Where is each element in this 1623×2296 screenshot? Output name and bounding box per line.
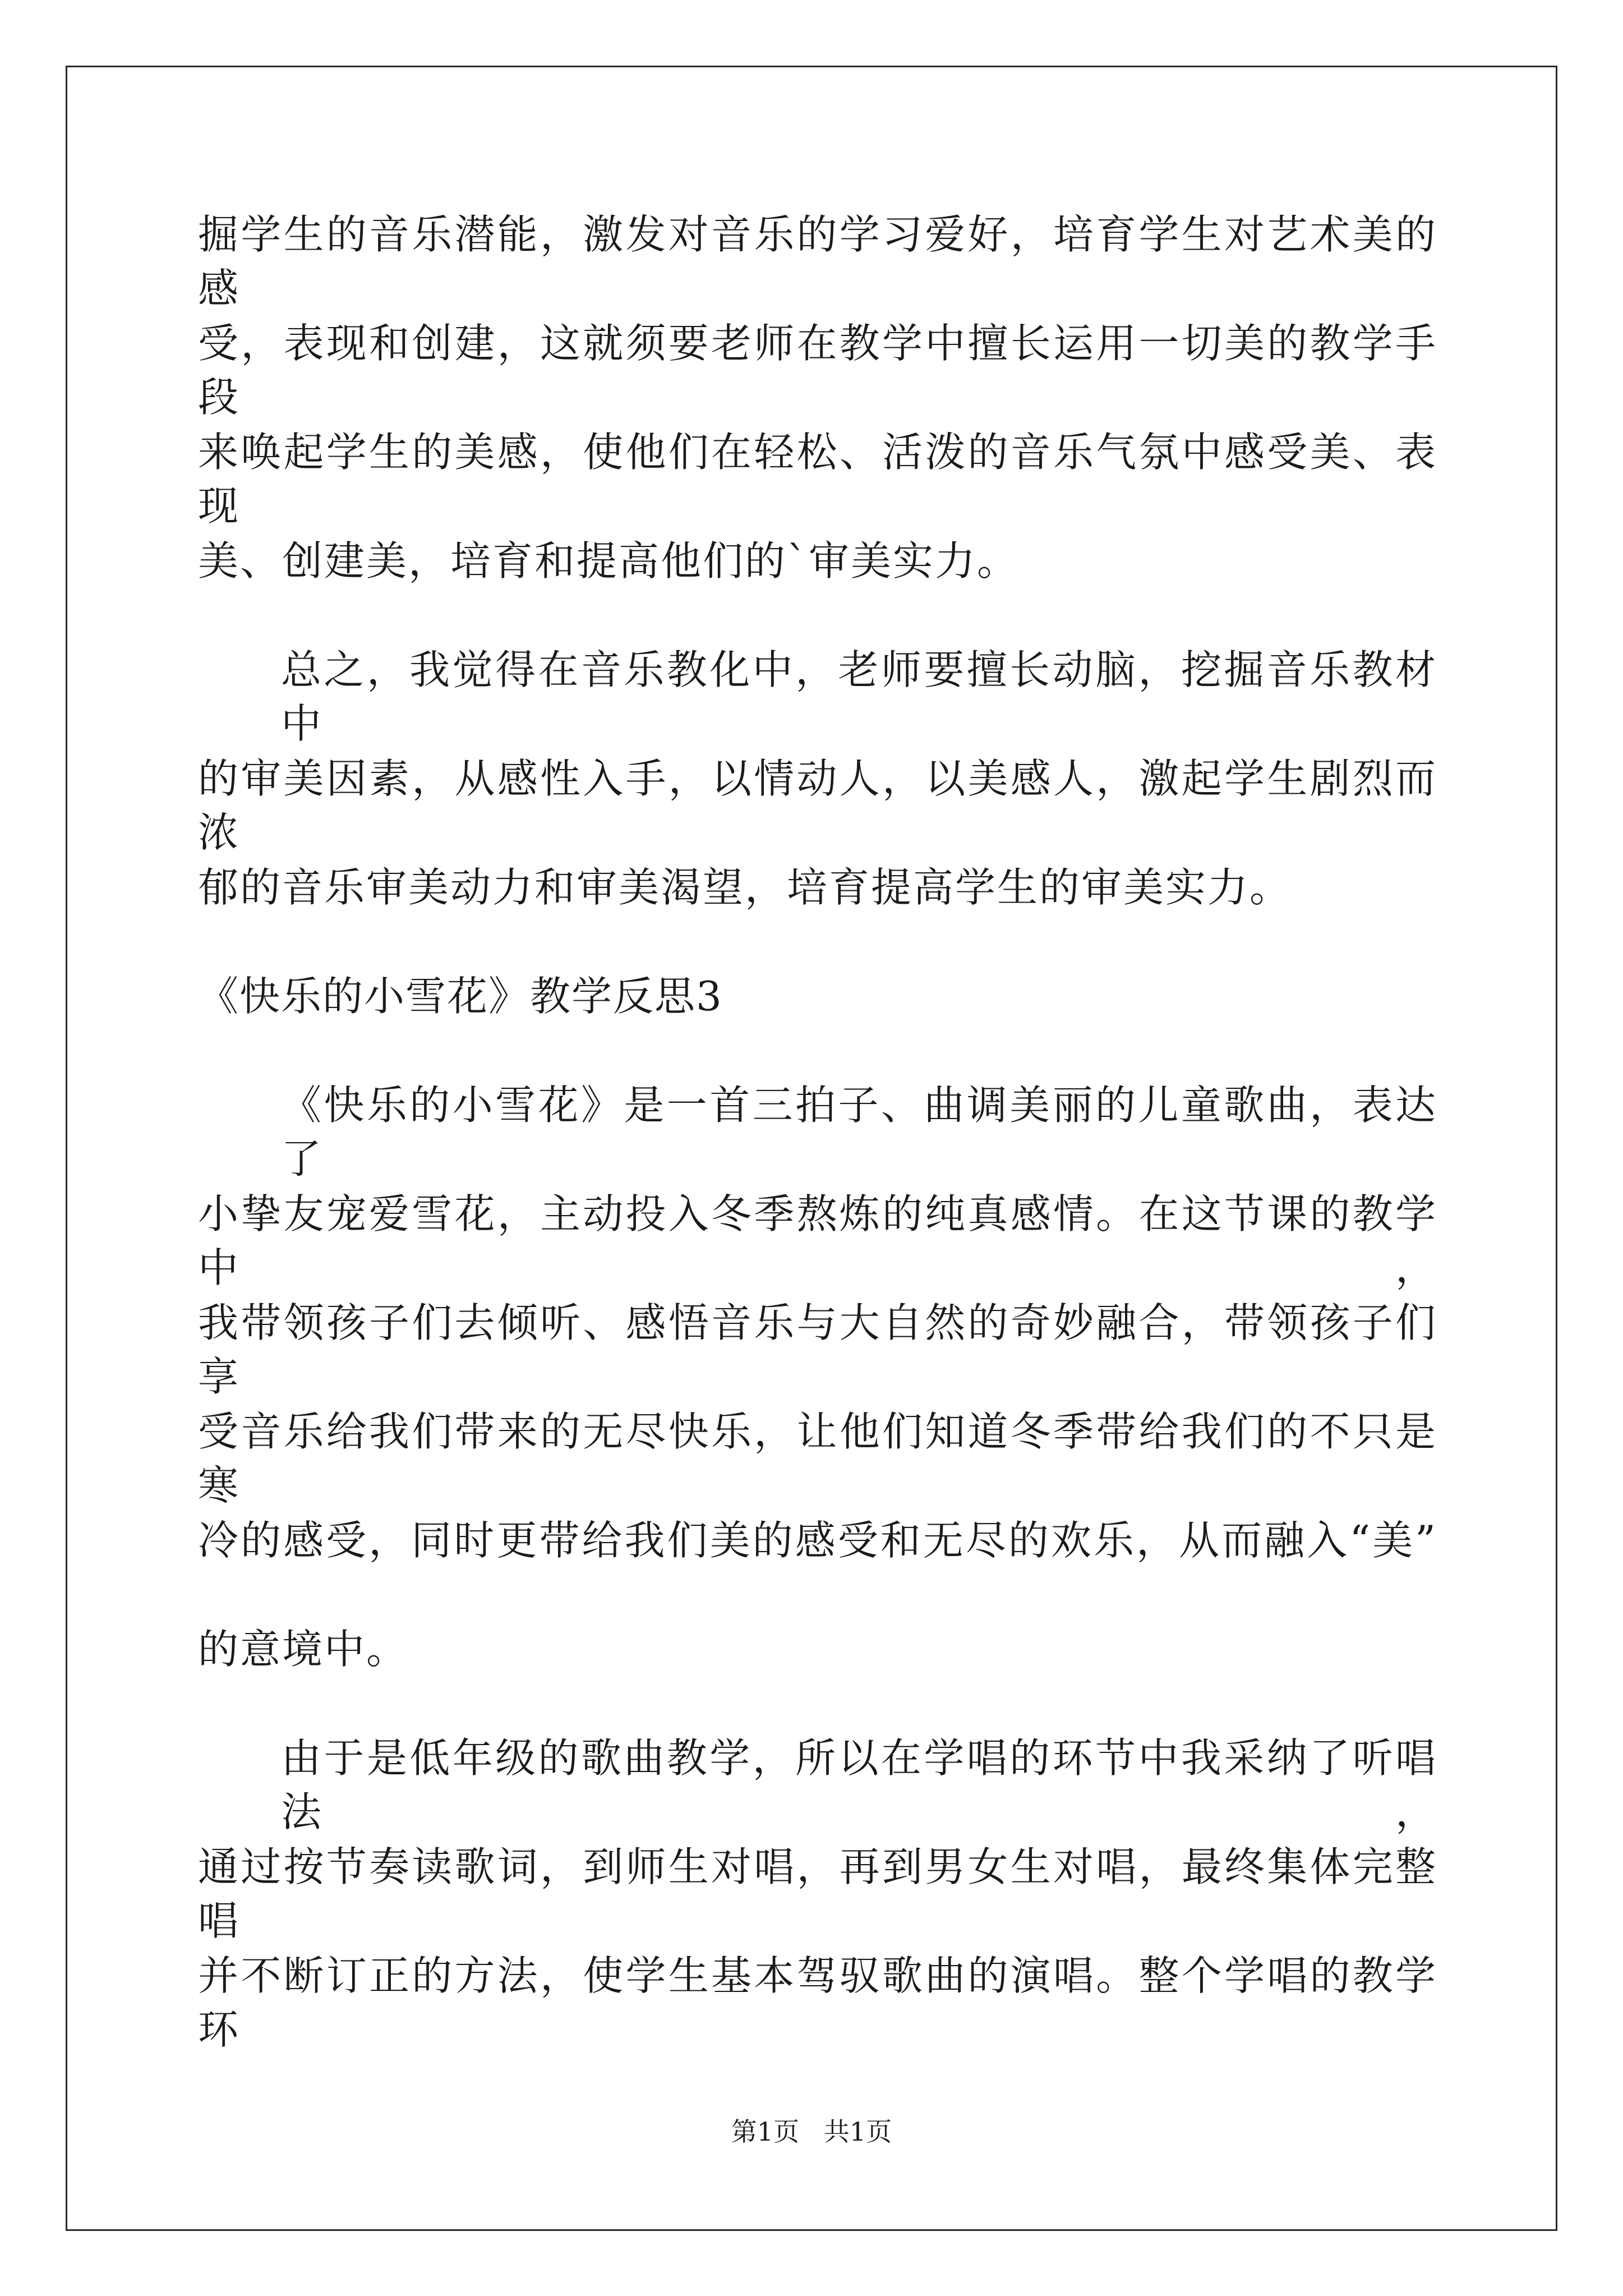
text-line: 的意境中。 <box>198 1626 409 1673</box>
text-line: 我带领孩子们去倾听、感悟音乐与大自然的奇妙融合，带领孩子们享 <box>198 1299 1437 1400</box>
text-line: 由于是低年级的歌曲教学，所以在学唱的环节中我采纳了听唱法， <box>281 1734 1437 1835</box>
text-line: 小挚友宠爱雪花，主动投入冬季熬炼的纯真感情。在这节课的教学中， <box>198 1190 1437 1291</box>
text-line: 总之，我觉得在音乐教化中，老师要擅长动脑，挖掘音乐教材中 <box>281 646 1437 747</box>
document-body <box>198 208 1437 2058</box>
text-line: 郁的音乐审美动力和审美渴望，培育提高学生的审美实力。 <box>198 864 1292 911</box>
text-line: 通过按节奏读歌词，到师生对唱，再到男女生对唱，最终集体完整唱 <box>198 1843 1437 1944</box>
text-line: 受，表现和创建，这就须要老师在教学中擅长运用一切美的教学手段 <box>198 320 1437 421</box>
text-line: 受音乐给我们带来的无尽快乐，让他们知道冬季带给我们的不只是寒 <box>198 1408 1437 1509</box>
text-line: 掘学生的音乐潜能，激发对音乐的学习爱好，培育学生对艺术美的感 <box>198 211 1437 312</box>
text-line: 冷的感受，同时更带给我们美的感受和无尽的欢乐，从而融入“美” <box>198 1517 1437 1564</box>
text-line: 并不断订正的方法，使学生基本驾驭歌曲的演唱。整个学唱的教学环 <box>198 1952 1437 2053</box>
text-line: 的审美因素，从感性入手，以情动人，以美感人，激起学生剧烈而浓 <box>198 755 1437 856</box>
page-number-footer: 第1页 共1页 <box>731 2116 892 2147</box>
text-line: 《快乐的小雪花》是一首三拍子、曲调美丽的儿童歌曲，表达了 <box>281 1082 1437 1182</box>
text-line: 美、创建美，培育和提高他们的`审美实力。 <box>198 537 1020 585</box>
text-line: 来唤起学生的美感，使他们在轻松、活泼的音乐气氛中感受美、表现 <box>198 429 1437 530</box>
section-heading: 《快乐的小雪花》教学反思3 <box>198 973 723 1020</box>
